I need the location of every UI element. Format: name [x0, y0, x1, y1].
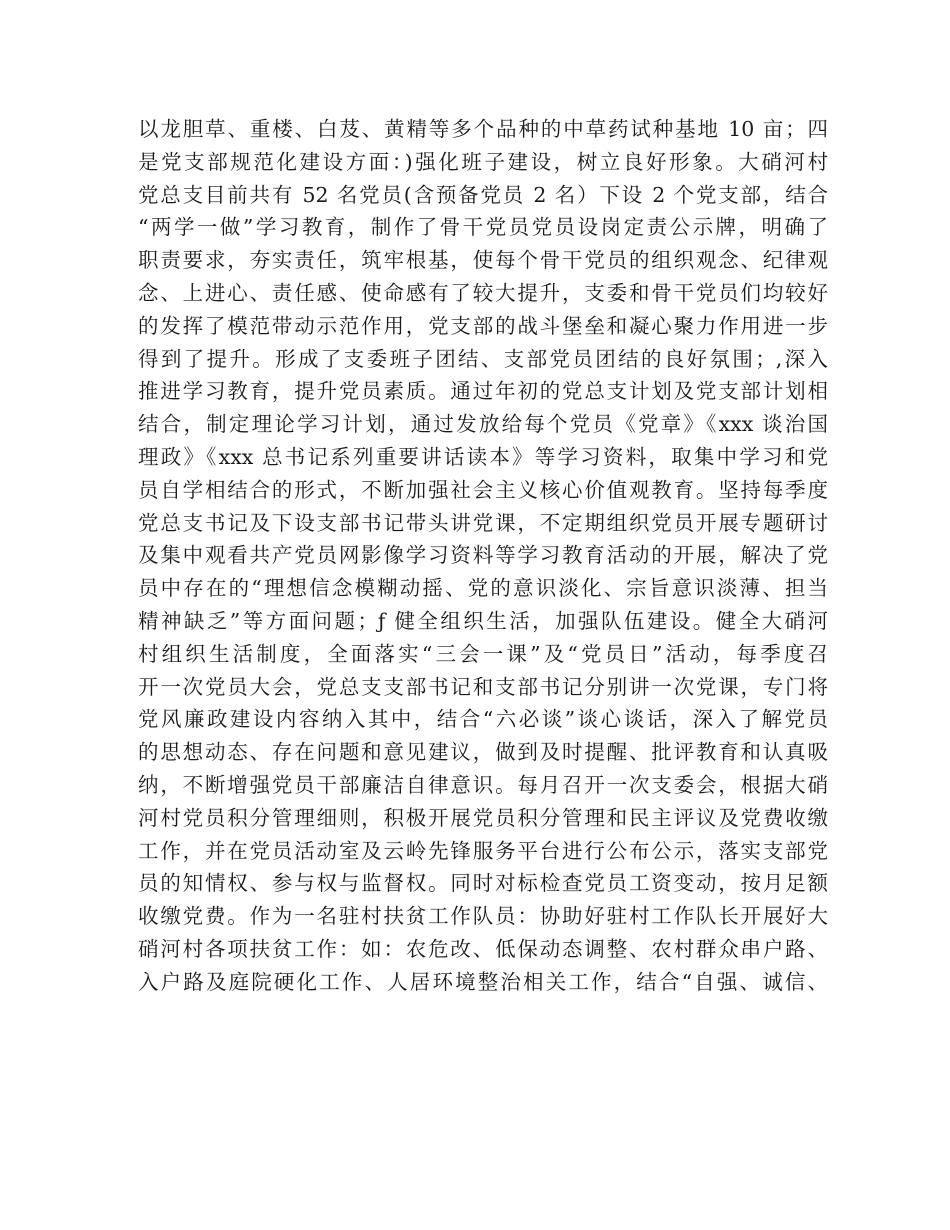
- text-line: 村组织生活制度，全面落实“三会一课”及“党员日”活动，每季度召: [138, 641, 828, 666]
- text-line: 精神缺乏”等方面问题；ƒ 健全组织生活，加强队伍建设。健全大硝河: [138, 608, 828, 633]
- text-line: 党风廉政建设内容纳入其中，结合“六必谈”谈心谈话，深入了解党员: [138, 707, 828, 732]
- text-line: 硝河村各项扶贫工作：如：农危改、低保动态调整、农村群众串户路、: [138, 936, 828, 961]
- text-line: 员的知情权、参与权与监督权。同时对标检查党员工资变动，按月足额: [138, 871, 828, 896]
- text-line: 开一次党员大会，党总支支部书记和支部书记分别讲一次党课，专门将: [138, 674, 828, 699]
- text-line: 推进学习教育，提升党员素质。通过年初的党总支计划及党支部计划相: [138, 379, 828, 404]
- text-line: 员中存在的“理想信念模糊动摇、党的意识淡化、宗旨意识淡薄、担当: [138, 576, 828, 601]
- text-line: 党总支目前共有 52 名党员(含预备党员 2 名）下设 2 个党支部，结合: [138, 182, 828, 207]
- text-line: “两学一做”学习教育，制作了骨干党员党员设岗定责公示牌，明确了: [138, 215, 828, 240]
- text-line: 及集中观看共产党员网影像学习资料等学习教育活动的开展，解决了党: [138, 543, 828, 568]
- text-line: 是党支部规范化建设方面：)强化班子建设，树立良好形象。大硝河村: [138, 149, 828, 174]
- text-line: 的发挥了模范带动示范作用，党支部的战斗堡垒和凝心聚力作用进一步: [138, 313, 828, 338]
- text-line: 河村党员积分管理细则，积极开展党员积分管理和民主评议及党费收缴: [138, 805, 828, 830]
- text-line: 职责要求，夯实责任，筑牢根基，使每个骨干党员的组织观念、纪律观: [138, 248, 828, 273]
- text-line: 入户路及庭院硬化工作、人居环境整治相关工作，结合“自强、诚信、: [138, 969, 828, 994]
- text-line: 念、上进心、责任感、使命感有了较大提升，支委和骨干党员们均较好: [138, 280, 828, 305]
- text-line: 纳，不断增强党员干部廉洁自律意识。每月召开一次支委会，根据大硝: [138, 772, 828, 797]
- text-line: 收缴党费。作为一名驻村扶贫工作队员：协助好驻村工作队长开展好大: [138, 904, 828, 929]
- text-line: 理政》《xxx 总书记系列重要讲话读本》等学习资料，取集中学习和党: [138, 444, 828, 469]
- text-line: 的思想动态、存在问题和意见建议，做到及时提醒、批评教育和认真吸: [138, 740, 828, 765]
- body-paragraph: [138, 113, 828, 999]
- text-line: 结合，制定理论学习计划，通过发放给每个党员《党章》《xxx 谈治国: [138, 412, 828, 437]
- text-line: 党总支书记及下设支部书记带头讲党课，不定期组织党员开展专题研讨: [138, 510, 828, 535]
- text-line: 工作，并在党员活动室及云岭先锋服务平台进行公布公示，落实支部党: [138, 838, 828, 863]
- text-line: 以龙胆草、重楼、白芨、黄精等多个品种的中草药试种基地 10 亩；四: [138, 117, 828, 141]
- text-line: 员自学相结合的形式，不断加强社会主义核心价值观教育。坚持每季度: [138, 477, 828, 502]
- text-line: 得到了提升。形成了支委班子团结、支部党员团结的良好氛围；,深入: [138, 346, 828, 371]
